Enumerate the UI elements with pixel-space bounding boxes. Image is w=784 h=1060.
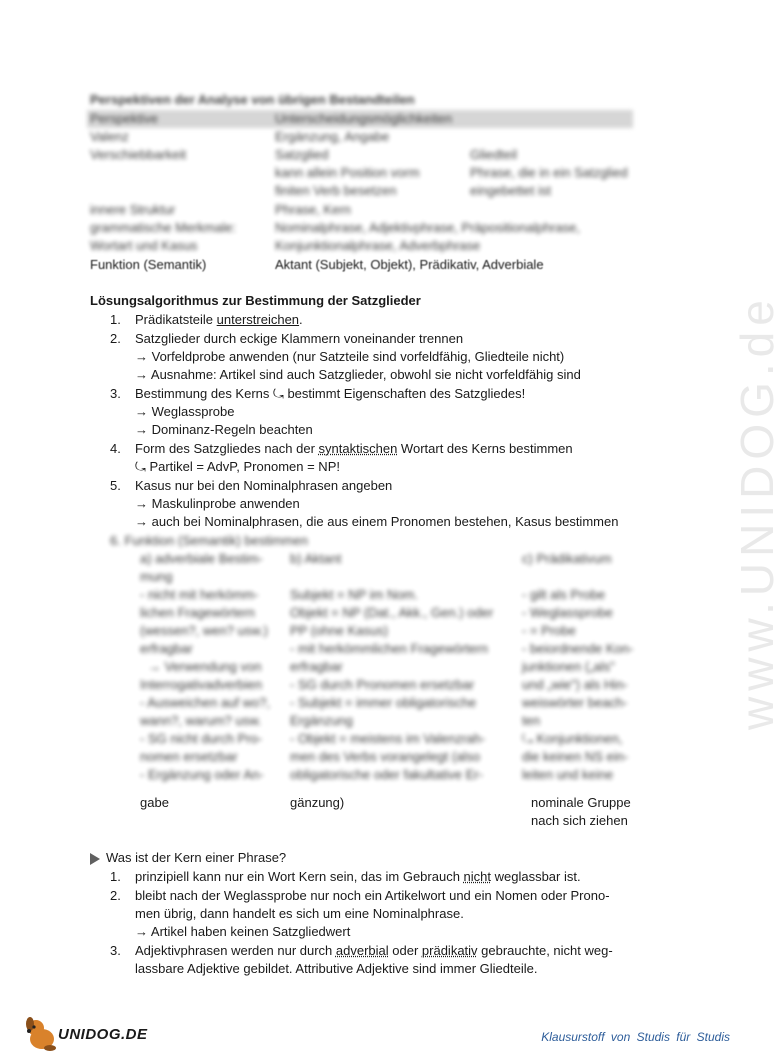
column-b-line: Ergänzung <box>290 713 353 728</box>
column-a-line: (wessen?, wen? usw.) <box>140 623 268 638</box>
step-4-underlined: syntaktischen <box>318 441 398 456</box>
triangle-bullet-icon <box>90 853 100 865</box>
kern-item-3-underlined: prädikativ <box>421 943 478 958</box>
column-a-last: gabe <box>140 795 169 810</box>
column-c-line: leiten und keine <box>522 767 614 782</box>
step-1-text: Prädikatsteile <box>135 312 217 327</box>
step-1-end: . <box>299 312 303 327</box>
kern-item-1-underlined: nicht <box>463 869 491 884</box>
column-b-line: - mit herkömmlichen Fragewörtern <box>290 641 488 656</box>
kern-item-1-end: weglassbar ist. <box>491 869 581 884</box>
column-b-line: PP (ohne Kasus) <box>290 623 389 638</box>
table-cell: Phrase, die in ein Satzglied <box>470 165 628 180</box>
step-1-underlined: unterstreichen <box>216 312 300 327</box>
column-b-line: obligatorische oder fakultative Er- <box>290 767 483 782</box>
table-cell: Wortart und Kasus <box>90 238 198 253</box>
step-4-text: Form des Satzgliedes nach der <box>135 441 319 456</box>
column-a-line: → Verwendung von <box>148 659 262 674</box>
column-a-line: - Ergänzung oder An- <box>140 767 264 782</box>
column-a-title: a) adverbiale Bestim- <box>140 551 263 566</box>
table-cell: grammatische Merkmale: <box>90 220 236 235</box>
column-a-line: - nicht mit herkömm- <box>140 587 259 602</box>
column-c-line: die keinen NS ein- <box>522 749 629 764</box>
table-cell: Konjunktionalphrase, Adverbphrase <box>275 238 481 253</box>
column-a-line: Interrogativadverbien <box>140 677 263 692</box>
kern-item-2-sub: → Artikel haben keinen Satzgliedwert <box>135 924 351 939</box>
table-cell: finiten Verb besetzen <box>275 183 397 198</box>
column-b-line: Subjekt = NP im Nom. <box>290 587 419 602</box>
step-6: 6. Funktion (Semantik) bestimmen <box>110 533 308 548</box>
step-3-sub: → Weglassprobe <box>135 404 235 419</box>
column-b-line: men des Verbs vorangelegt (also <box>290 749 481 764</box>
table-cell: innere Struktur <box>90 202 176 217</box>
column-c-last: nominale Gruppe <box>531 795 631 810</box>
column-b-last: gänzung) <box>290 795 345 810</box>
algorithm-title: Lösungsalgorithmus zur Bestimmung der Satzglieder <box>90 293 421 308</box>
kern-number: 2. <box>110 888 121 903</box>
step-number: 3. <box>110 386 121 401</box>
table-cell: Ergänzung, Angabe <box>275 129 390 144</box>
table-cell: Satzglied <box>275 147 329 162</box>
column-c-line: - Weglassprobe <box>522 605 613 620</box>
column-b-line: - SG durch Pronomen ersetzbar <box>290 677 475 692</box>
column-b-line: Objekt = NP (Dat., Akk., Gen.) oder <box>290 605 494 620</box>
watermark-text: www.UNIDOG.de <box>731 294 783 730</box>
step-3: Bestimmung des Kerns ⤿ bestimmt Eigenschaften des Satzgliedes! <box>135 386 526 401</box>
column-a-line: - Ausweichen auf wo?, <box>140 695 271 710</box>
kern-item-3-text: Adjektivphrasen werden nur durch <box>135 943 336 958</box>
step-2-sub: → Vorfeldprobe anwenden (nur Satzteile sind vorfeldfähig, Gliedteile nicht) <box>135 349 565 364</box>
column-b-line: - Subjekt = immer obligatorische <box>290 695 477 710</box>
step-4 <box>135 440 573 458</box>
kern-item-3-underlined: adverbial <box>335 943 389 958</box>
table-cell: kann allein Position vorm <box>275 165 420 180</box>
kern-item-2-line2: men übrig, dann handelt es sich um eine Nominalphrase. <box>135 906 464 921</box>
column-b-line: erfragbar <box>290 659 343 674</box>
table-cell: eingebettet ist <box>470 183 551 198</box>
table-last-row-col1: Funktion (Semantik) <box>90 257 207 272</box>
kern-item-1-text: prinzipiell kann nur ein Wort Kern sein, das im Gebrauch <box>135 869 464 884</box>
table-cell: Gliedteil <box>470 147 517 162</box>
step-3-sub: → Dominanz-Regeln beachten <box>135 422 313 437</box>
table-header-col2: Unterscheidungsmöglichkeiten <box>275 111 453 126</box>
column-c-line: weiswörter beach- <box>522 695 628 710</box>
dog-icon <box>22 1014 62 1054</box>
column-b <box>290 586 493 784</box>
unidog-logo <box>22 1014 162 1054</box>
logo-text: UNIDOG.DE <box>58 1026 148 1043</box>
step-number: 4. <box>110 441 121 456</box>
column-a-line: wann?, warum? usw. <box>140 713 262 728</box>
kern-number: 1. <box>110 869 121 884</box>
table-header-col1: Perspektive <box>90 111 158 126</box>
column-a-line: nomen ersetzbar <box>140 749 238 764</box>
step-number: 1. <box>110 312 121 327</box>
step-5: Kasus nur bei den Nominalphrasen angeben <box>135 478 393 493</box>
column-c-line: ten <box>522 713 541 728</box>
step-5-sub: → auch bei Nominalphrasen, die aus einem Pronomen bestehen, Kasus bestimmen <box>135 514 619 529</box>
kern-item-3-end: gebrauchte, nicht weg- <box>477 943 613 958</box>
column-c-line: - = Probe <box>522 623 576 638</box>
kern-number: 3. <box>110 943 121 958</box>
column-c-line: und „wie") als Hin- <box>522 677 628 692</box>
column-c-last: nach sich ziehen <box>531 813 628 828</box>
step-2: Satzglieder durch eckige Klammern voneinander trennen <box>135 331 464 346</box>
step-number: 2. <box>110 331 121 346</box>
table-last-row-col2: Aktant (Subjekt, Objekt), Prädikativ, Adverbiale <box>275 257 544 272</box>
column-c <box>522 586 633 784</box>
step-1 <box>135 311 303 329</box>
table-cell: Verschiebbarkeit <box>90 147 187 162</box>
column-c-title: c) Prädikativum <box>522 551 612 566</box>
table-cell: Valenz <box>90 129 129 144</box>
column-c-line: - beiordnende Kon- <box>522 641 634 656</box>
column-b-line: - Objekt = meistens im Valenzrah- <box>290 731 486 746</box>
column-a-line: erfragbar <box>140 641 193 656</box>
column-b-title: b) Aktant <box>290 551 342 566</box>
column-a-line: mung <box>140 569 173 584</box>
step-5-sub: → Maskulinprobe anwenden <box>135 496 300 511</box>
kern-question-text: Was ist der Kern einer Phrase? <box>106 850 287 865</box>
column-a <box>140 568 270 784</box>
table-title: Perspektiven der Analyse von übrigen Bestandteilen <box>90 92 415 107</box>
watermark <box>690 280 783 730</box>
footer-tagline: Klausurstoff von Studis für Studis <box>541 1030 730 1044</box>
column-c-line: - gilt als Probe <box>522 587 606 602</box>
column-c-line: ⤿ Konjunktionen, <box>522 731 623 746</box>
step-2-sub: → Ausnahme: Artikel sind auch Satzglieder, obwohl sie nicht vorfeldfähig sind <box>135 367 581 382</box>
step-4-end: Wortart des Kerns bestimmen <box>397 441 573 456</box>
step-number: 5. <box>110 478 121 493</box>
column-a-line: - SG nicht durch Pro- <box>140 731 263 746</box>
table-cell: Nominalphrase, Adjektivphrase, Präpositionalphrase, <box>275 220 580 235</box>
kern-item-1 <box>135 868 581 886</box>
kern-item-3-line2: lassbare Adjektive gebildet. Attributive Adjektive sind immer Gliedteile. <box>135 961 538 976</box>
kern-item-3 <box>135 942 613 960</box>
kern-item-3-mid: oder <box>388 943 422 958</box>
step-4-sub: ⤿ Partikel = AdvP, Pronomen = NP! <box>135 459 340 474</box>
kern-question <box>90 849 286 867</box>
column-a-line: lichen Fragewörtern <box>140 605 255 620</box>
kern-item-2-line1: bleibt nach der Weglassprobe nur noch ein Artikelwort und ein Nomen oder Prono- <box>135 888 610 903</box>
table-cell: Phrase, Kern <box>275 202 351 217</box>
column-c-line: junktionen („als" <box>522 659 615 674</box>
